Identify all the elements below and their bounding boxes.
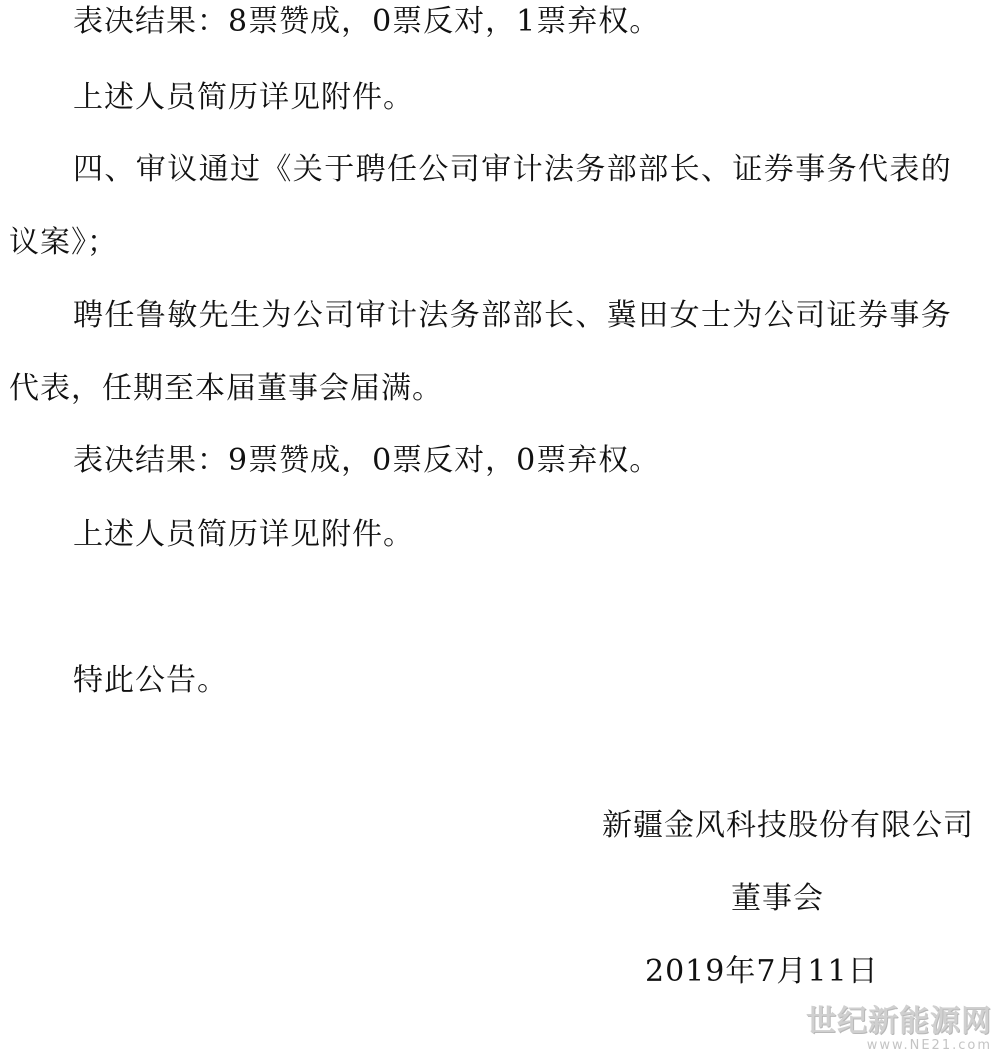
signature-board: 董事会 xyxy=(731,881,824,916)
agenda-item-heading-continued: 议案》； xyxy=(9,225,118,260)
appointment-paragraph: 聘任鲁敏先生为公司审计法务部部长、冀田女士为公司证券事务 xyxy=(73,298,953,333)
site-watermark xyxy=(806,1005,992,1053)
agenda-item-heading: 四、审议通过《关于聘任公司审计法务部部长、证券事务代表的 xyxy=(73,152,953,187)
closing-announcement: 特此公告。 xyxy=(73,663,228,698)
vote-result-paragraph: 表决结果：9票赞成，0票反对，0票弃权。 xyxy=(73,443,661,478)
vote-result-paragraph: 表决结果：8票赞成，0票反对，1票弃权。 xyxy=(73,4,661,39)
resume-note-paragraph: 上述人员简历详见附件。 xyxy=(73,517,414,552)
watermark-site-url: www.NE21.com xyxy=(866,1038,992,1053)
appointment-paragraph-continued: 代表，任期至本届董事会届满。 xyxy=(9,371,443,406)
resume-note-paragraph: 上述人员简历详见附件。 xyxy=(73,80,414,115)
signature-company: 新疆金风科技股份有限公司 xyxy=(602,808,974,843)
watermark-site-name: 世纪新能源网 xyxy=(806,1004,992,1039)
signature-date: 2019年7月11日 xyxy=(645,954,879,989)
